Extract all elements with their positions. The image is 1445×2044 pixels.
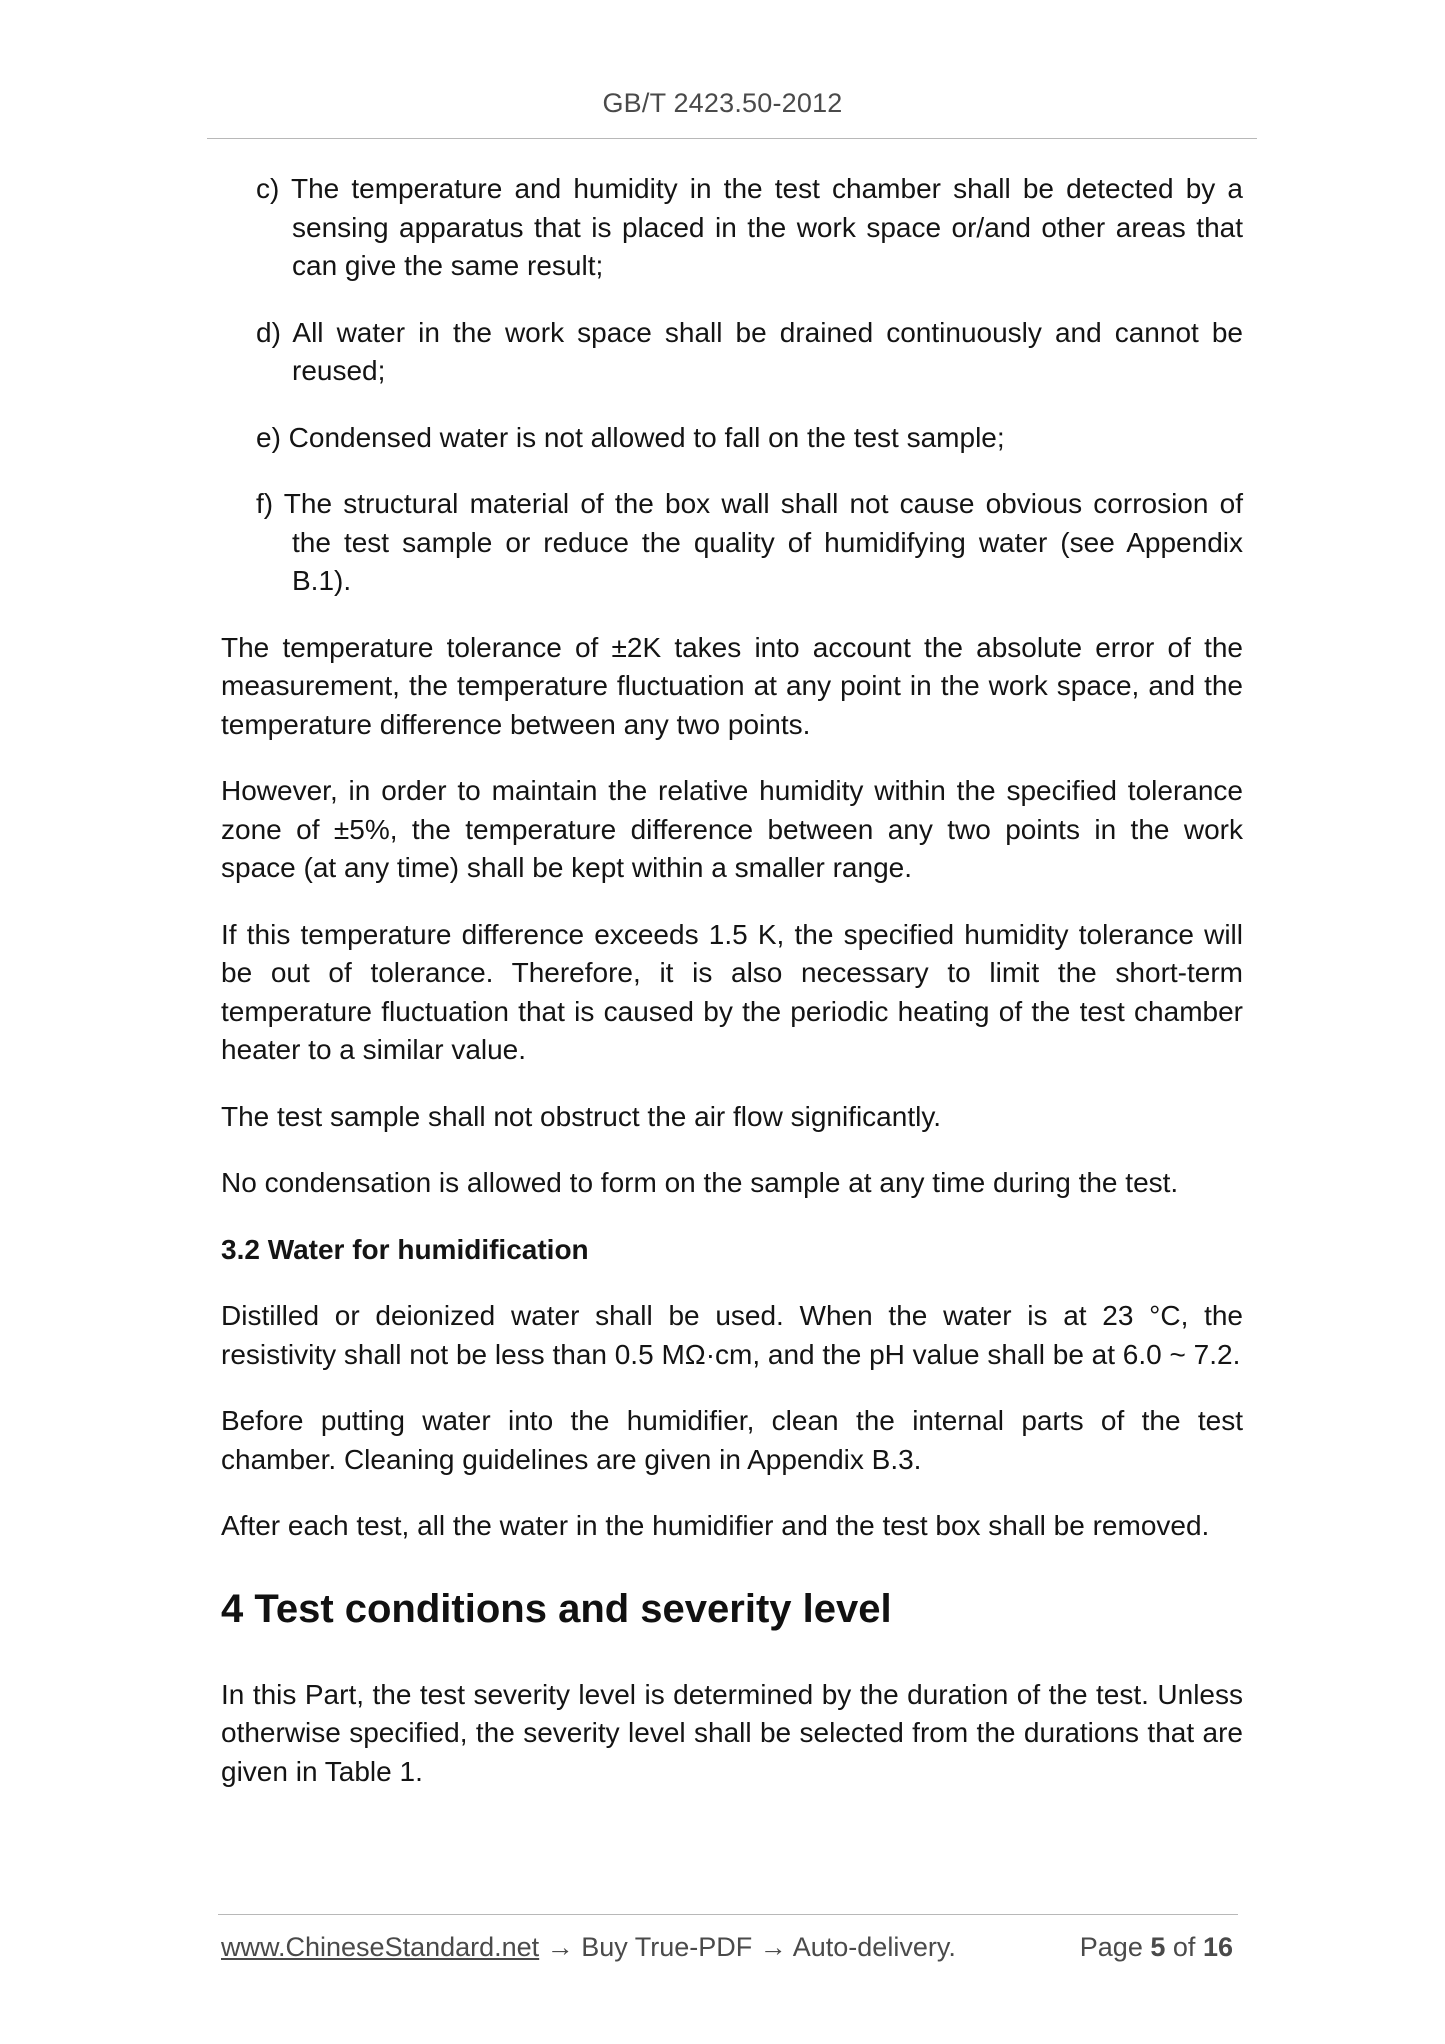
page-number: 5 [1150, 1932, 1166, 1962]
paragraph-cleaning: Before putting water into the humidifier, clean the internal parts of the test chamber. Cleaning guidelines are given in Appendix B.3. [221, 1405, 1243, 1475]
footer-tagline: → Buy True-PDF → Auto-delivery. [546, 1932, 956, 1962]
subsection-heading: 3.2 Water for humidification [221, 1233, 589, 1265]
list-item-f: f) The structural material of the box wall shall not cause obvious corrosion of the test sample or reduce the quality of humidifying water (see Appendix B.1). [256, 488, 1243, 596]
running-header: GB/T 2423.50-2012 [602, 88, 843, 118]
list-item-c: c) The temperature and humidity in the test chamber shall be detected by a sensing apparatus that is placed in the work space or/and other areas that can give the same result; [256, 173, 1243, 281]
paragraph-air-flow: The test sample shall not obstruct the air flow significantly. [221, 1100, 942, 1132]
footer-divider [218, 1914, 1238, 1915]
footer-left [221, 1932, 956, 1963]
paragraph-severity-level: In this Part, the test severity level is determined by the duration of the test. Unless otherwise specified, the severity level shall be selected from the durations that are given in Table 1. [221, 1678, 1243, 1787]
website-link[interactable]: www.ChineseStandard.net [221, 1932, 540, 1962]
page-indicator [1080, 1932, 1233, 1963]
paragraph-temperature-difference: If this temperature difference exceeds 1.5 K, the specified humidity tolerance will be out of tolerance. Therefore, it is also necessary to limit the short-term temperature fluctuation that is caused by the periodic heating of the test chamber heater to a similar value. [221, 918, 1243, 1065]
paragraph-humidity-zone: However, in order to maintain the relative humidity within the specified tolerance zone of ±5%, the temperature difference between any two points in the work space (at any time) shall be kept within a smaller range. [221, 775, 1243, 883]
of-label: of [1172, 1932, 1196, 1962]
paragraph-tolerance: The temperature tolerance of ±2K takes into account the absolute error of the measurement, the temperature fluctuation at any point in the work space, and the temperature difference between any two points. [221, 631, 1243, 740]
page-label: Page [1079, 1932, 1143, 1962]
header-divider [207, 138, 1257, 139]
paragraph-water-removal: After each test, all the water in the humidifier and the test box shall be removed. [221, 1510, 1210, 1541]
list-item-e: e) Condensed water is not allowed to fall on the test sample; [256, 421, 1005, 453]
section-heading: 4 Test conditions and severity level [221, 1586, 892, 1631]
page-total: 16 [1202, 1932, 1233, 1962]
list-item-d: d) All water in the work space shall be drained continuously and cannot be reused; [256, 316, 1243, 386]
paragraph-condensation: No condensation is allowed to form on the sample at any time during the test. [221, 1167, 1179, 1198]
paragraph-distilled-water: Distilled or deionized water shall be used. When the water is at 23 °C, the resistivity shall not be less than 0.5 MΩ·cm, and the pH value shall be at 6.0 ~ 7.2. [221, 1300, 1243, 1370]
page-body [221, 170, 1243, 1819]
